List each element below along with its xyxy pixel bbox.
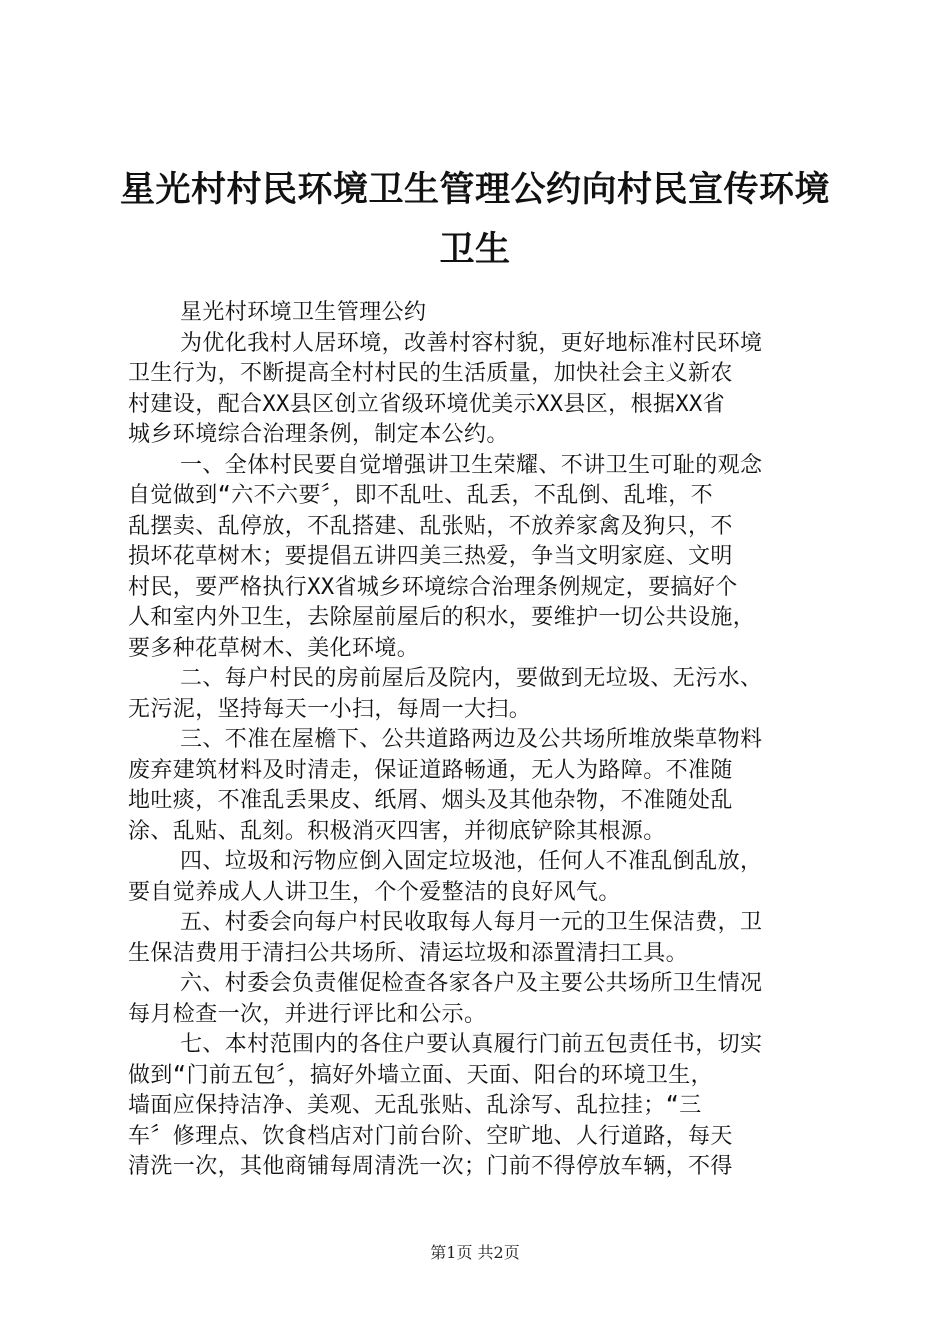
- text-line: 城乡环境综合治理条例，制定本公约。: [128, 422, 509, 447]
- text-line: 地吐痰，不准乱丢果皮、纸屑、烟头及其他杂物，不准随处乱: [128, 788, 733, 813]
- text-line: 一、全体村民要自觉增强讲卫生荣耀、不讲卫生可耻的观念: [180, 452, 763, 478]
- text-line: 村建设，配合XX县区创立省级环境优美示XX县区，根据XX省: [128, 391, 726, 417]
- text-line: 二、每户村民的房前屋后及院内，要做到无垃圾、无污水、: [180, 666, 763, 691]
- text-line: 损坏花草树木；要提倡五讲四美三热爱，争当文明家庭、文明: [128, 544, 733, 569]
- text-line: 做到“门前五包〞，搞好外墙立面、天面、阳台的环境卫生，: [128, 1062, 714, 1088]
- text-line: 卫生行为，不断提高全村村民的生活质量，加快社会主义新农: [128, 361, 733, 386]
- text-line: 每月检查一次，并进行评比和公示。: [128, 1001, 487, 1027]
- page-footer: 第1页 共2页: [430, 1243, 520, 1262]
- text-line: 乱摆卖、乱停放，不乱搭建、乱张贴，不放养家禽及狗只，不: [128, 513, 733, 539]
- text-line: 车〞修理点、饮食档店对门前台阶、空旷地、人行道路，每天: [128, 1123, 733, 1149]
- text-line: 涂、乱贴、乱刻。积极消灭四害，并彻底铲除其根源。: [128, 818, 666, 844]
- text-line: 四、垃圾和污物应倒入固定垃圾池，任何人不准乱倒乱放，: [180, 849, 763, 874]
- text-line: 为优化我村人居环境，改善村容村貌，更好地标准村民环境: [180, 330, 763, 356]
- text-line: 三、不准在屋檐下、公共道路两边及公共场所堆放柴草物料: [180, 727, 763, 752]
- text-line: 六、村委会负责催促检查各家各户及主要公共场所卫生情况: [180, 971, 763, 996]
- text-line: 墙面应保持洁净、美观、无乱张贴、乱涂写、乱拉挂；“三: [128, 1093, 702, 1118]
- document-body: [128, 298, 838, 1183]
- text-line: 要自觉养成人人讲卫生，个个爱整洁的良好风气。: [128, 879, 621, 905]
- text-line: 自觉做到“六不六要〞，即不乱吐、乱丢，不乱倒、乱堆，不: [128, 483, 714, 508]
- text-line: 要多种花草树木、美化环境。: [128, 635, 420, 661]
- text-line: 无污泥，坚持每天一小扫，每周一大扫。: [128, 696, 532, 722]
- text-line: 清洗一次，其他商铺每周清洗一次；门前不得停放车辆，不得: [128, 1154, 733, 1179]
- text-line: 星光村环境卫生管理公约: [180, 300, 427, 325]
- text-line: 五、村委会向每户村民收取每人每月一元的卫生保洁费，卫: [180, 910, 763, 935]
- text-line: 七、本村范围内的各住户要认真履行门前五包责任书，切实: [180, 1032, 763, 1057]
- text-line: 村民，要严格执行XX省城乡环境综合治理条例规定，要搞好个: [128, 574, 738, 600]
- title-line-2: 卫生: [439, 229, 511, 270]
- text-line: 生保洁费用于清扫公共场所、清运垃圾和添置清扫工具。: [128, 940, 689, 966]
- document-title: [115, 160, 835, 280]
- text-line: 废弃建筑材料及时清走，保证道路畅通，无人为路障。不准随: [128, 757, 733, 783]
- title-line-1: 星光村村民环境卫生管理公约向村民宣传环境: [119, 169, 830, 210]
- text-line: 人和室内外卫生，去除屋前屋后的积水，要维护一切公共设施，: [128, 605, 756, 630]
